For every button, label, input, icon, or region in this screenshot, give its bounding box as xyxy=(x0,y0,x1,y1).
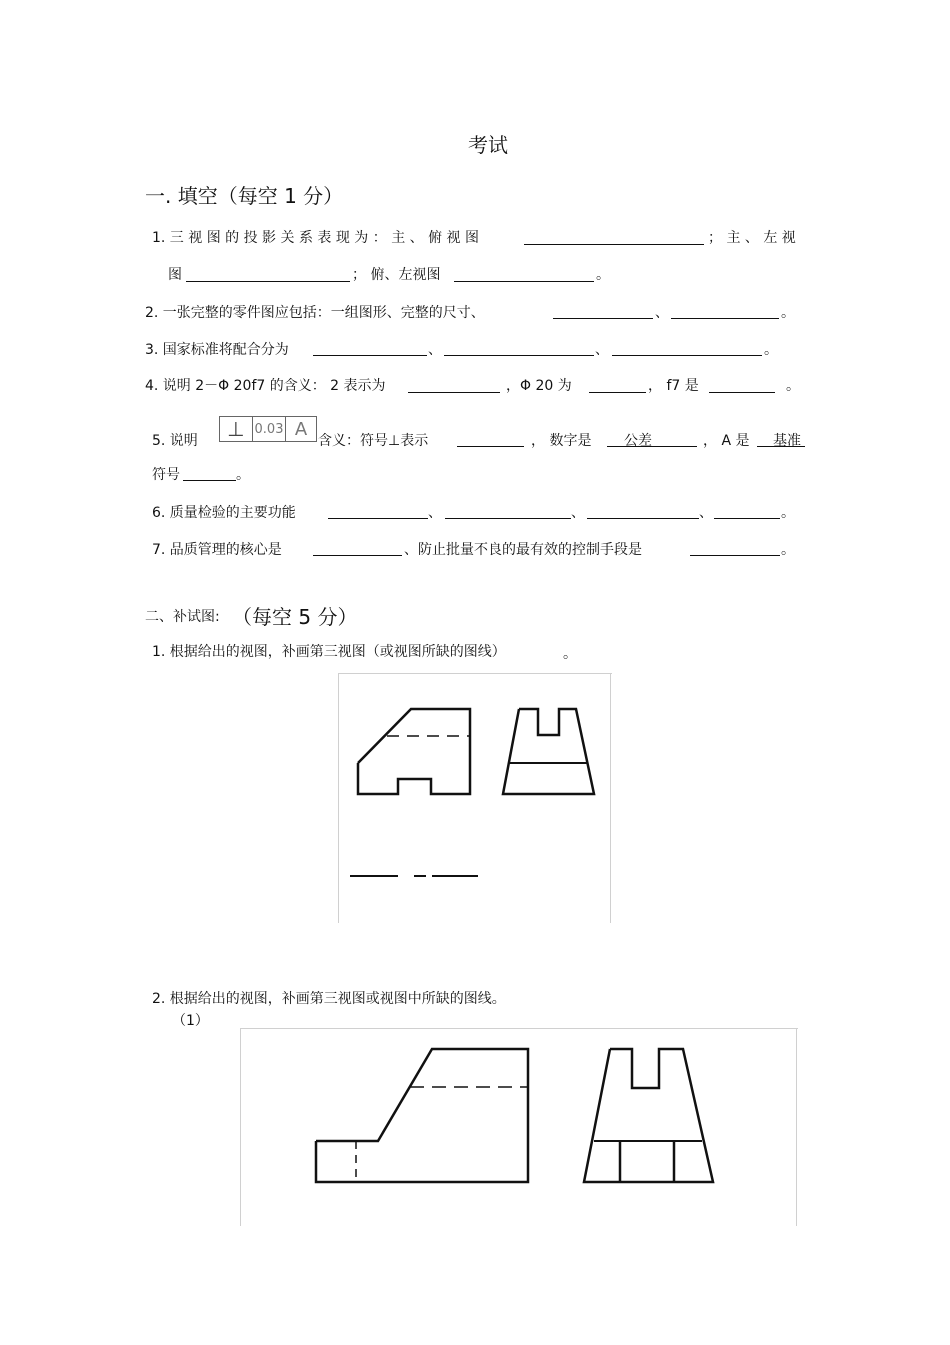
q3-text-a: 3. 国家标准将配合分为 xyxy=(145,342,289,358)
q2-blank-2[interactable] xyxy=(671,318,779,319)
q5-text-c: ， 数字是 xyxy=(531,433,592,449)
q4-text-b: ，Φ 20 为 xyxy=(506,378,572,394)
q3-sep-1: 、 xyxy=(428,342,442,358)
q4-end: 。 xyxy=(786,378,800,394)
q4-text-c: ， f7 是 xyxy=(648,378,699,394)
section2-points: （每空 5 分） xyxy=(232,605,358,629)
q7-end: 。 xyxy=(781,542,795,558)
q5-answer-1: 公差 xyxy=(624,433,652,449)
q4-text-a: 4. 说明 2－Φ 20f7 的含义： 2 表示为 xyxy=(145,378,386,394)
problem2-sub: （1） xyxy=(172,1013,209,1029)
problem1-text: 1. 根据给出的视图，补画第三视图（或视图所缺的图线） xyxy=(152,644,506,660)
q1-text-d: ； 俯、左视图 xyxy=(352,267,441,283)
q2-text-a: 2. 一张完整的零件图应包括：一组图形、完整的尺寸、 xyxy=(145,305,485,321)
drawing1-side-view xyxy=(500,705,598,799)
q6-blank-4[interactable] xyxy=(714,518,780,519)
q5-text-a: 5. 说明 xyxy=(152,433,198,449)
page-title: 考试 xyxy=(468,133,508,157)
q5-blank-2[interactable] xyxy=(607,446,697,447)
q5-blank-1[interactable] xyxy=(457,446,524,447)
q7-blank-2[interactable] xyxy=(690,555,780,556)
q1-text-b: ； 主 、 左 视 xyxy=(708,230,796,246)
q7-text-b: 、防止批量不良的最有效的控制手段是 xyxy=(404,542,642,558)
q2-blank-1[interactable] xyxy=(553,318,653,319)
q6-end: 。 xyxy=(781,505,795,521)
problem1-end: 。 xyxy=(563,646,577,662)
q1-blank-1[interactable] xyxy=(524,244,704,245)
perpendicularity-symbol: ⊥ xyxy=(220,417,253,441)
drawing1-front-view xyxy=(355,705,475,799)
q6-sep-1: 、 xyxy=(428,505,442,521)
q4-blank-2[interactable] xyxy=(589,392,646,393)
q1-end: 。 xyxy=(596,267,610,283)
q5-text-e: 符号 xyxy=(152,467,180,483)
q1-text-a: 1. 三 视 图 的 投 影 关 系 表 现 为 ： 主 、 俯 视 图 xyxy=(152,230,480,246)
tolerance-value: 0.03 xyxy=(253,417,286,441)
q2-end: 。 xyxy=(781,305,795,321)
datum-letter: A xyxy=(294,418,308,440)
q3-blank-1[interactable] xyxy=(313,355,427,356)
q1-text-c: 图 xyxy=(168,267,182,283)
q6-blank-1[interactable] xyxy=(328,518,428,519)
q5-text-d: ， A 是 xyxy=(703,433,750,449)
q6-text-a: 6. 质量检验的主要功能 xyxy=(152,505,296,521)
q1-blank-2[interactable] xyxy=(186,281,350,282)
q6-sep-3: 、 xyxy=(699,505,713,521)
q3-end: 。 xyxy=(764,342,778,358)
q5-blank-4[interactable] xyxy=(183,480,236,481)
drawing1-center-line xyxy=(348,870,482,882)
q6-sep-2: 、 xyxy=(571,505,585,521)
q2-sep-1: 、 xyxy=(655,305,669,321)
q5-end: 。 xyxy=(236,467,250,483)
q4-blank-1[interactable] xyxy=(408,392,500,393)
q3-blank-2[interactable] xyxy=(444,355,594,356)
q1-blank-3[interactable] xyxy=(454,281,594,282)
drawing2-side-view xyxy=(580,1045,718,1187)
q3-blank-3[interactable] xyxy=(612,355,762,356)
section2-heading: 二、补试图: xyxy=(145,609,220,625)
q6-blank-3[interactable] xyxy=(587,518,699,519)
q3-sep-2: 、 xyxy=(595,342,609,358)
feature-control-frame xyxy=(219,416,317,442)
q6-blank-2[interactable] xyxy=(445,518,571,519)
q5-answer-2: 基准 xyxy=(773,433,801,449)
drawing2-front-view xyxy=(312,1045,534,1187)
problem2-text: 2. 根据给出的视图，补画第三视图或视图中所缺的图线。 xyxy=(152,991,506,1007)
q7-text-a: 7. 品质管理的核心是 xyxy=(152,542,282,558)
q7-blank-1[interactable] xyxy=(313,555,402,556)
q4-blank-3[interactable] xyxy=(709,392,775,393)
section1-heading: 一. 填空（每空 1 分） xyxy=(145,184,344,208)
q5-text-b: 含义：符号⊥表示 xyxy=(318,433,429,449)
